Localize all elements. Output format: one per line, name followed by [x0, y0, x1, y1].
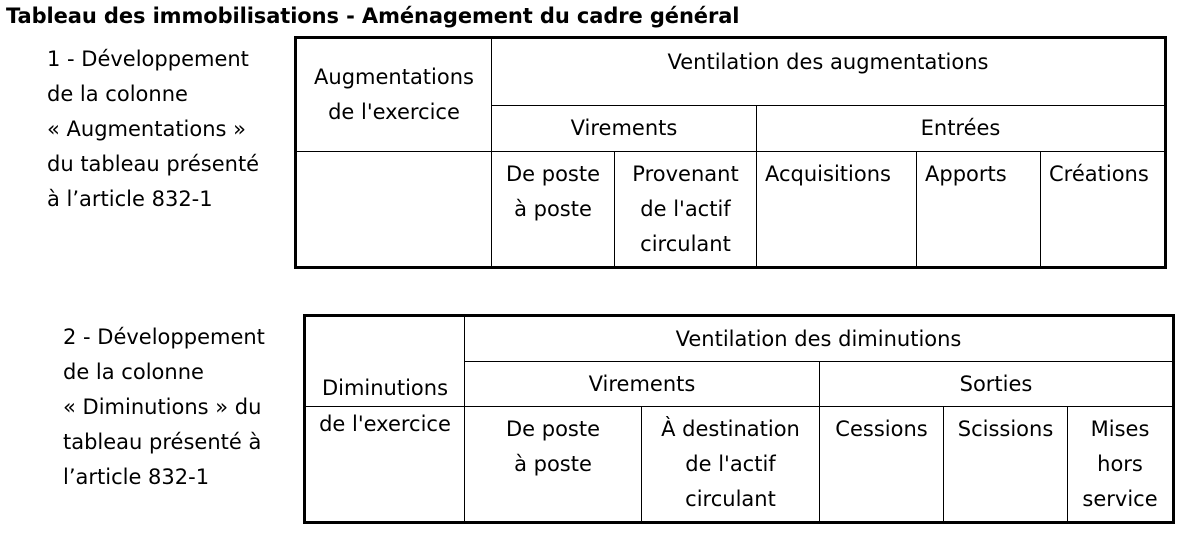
- section1-line: de la colonne: [47, 82, 188, 106]
- section2-line: l’article 832-1: [63, 465, 210, 489]
- empty-cell: [296, 152, 492, 268]
- section2-line: de la colonne: [63, 360, 204, 384]
- provenant-actif-circulant-header: Provenant de l'actif circulant: [615, 152, 757, 268]
- de-poste-a-poste-header: De poste à poste: [492, 152, 615, 268]
- section1-line: du tableau présenté: [47, 152, 260, 176]
- section1-line: 1 - Développement: [47, 47, 249, 71]
- ventilation-augmentations-header: Ventilation des augmentations: [492, 38, 1166, 106]
- apports-header: Apports: [917, 152, 1041, 268]
- section2-line: tableau présenté à: [63, 430, 262, 454]
- virements-header: Virements: [465, 362, 820, 407]
- section2-line: 2 - Développement: [63, 325, 265, 349]
- cessions-header: Cessions: [820, 407, 944, 523]
- sorties-header: Sorties: [820, 362, 1174, 407]
- page-title: Tableau des immobilisations - Aménagement du cadre général: [6, 4, 740, 28]
- section2-description: [63, 320, 265, 495]
- scissions-header: Scissions: [944, 407, 1068, 523]
- virements-header: Virements: [492, 106, 757, 152]
- section2-line: « Diminutions » du: [63, 395, 262, 419]
- augmentations-exercice-header: Augmentations de l'exercice: [296, 38, 492, 152]
- section1-description: [47, 42, 259, 217]
- acquisitions-header: Acquisitions: [757, 152, 917, 268]
- destination-actif-circulant-header: À destination de l'actif circulant: [642, 407, 820, 523]
- diminutions-table: [303, 314, 1175, 524]
- diminutions-exercice-header-top: Diminutions: [305, 316, 465, 407]
- section1-line: à l’article 832-1: [47, 187, 213, 211]
- diminutions-exercice-header-bottom: de l'exercice: [305, 407, 465, 523]
- augmentations-table: [294, 36, 1167, 269]
- ventilation-diminutions-header: Ventilation des diminutions: [465, 316, 1174, 362]
- section1-line: « Augmentations »: [47, 117, 247, 141]
- creations-header: Créations: [1041, 152, 1166, 268]
- entrees-header: Entrées: [757, 106, 1166, 152]
- de-poste-a-poste-header: De poste à poste: [465, 407, 642, 523]
- mises-hors-service-header: Mises hors service: [1068, 407, 1174, 523]
